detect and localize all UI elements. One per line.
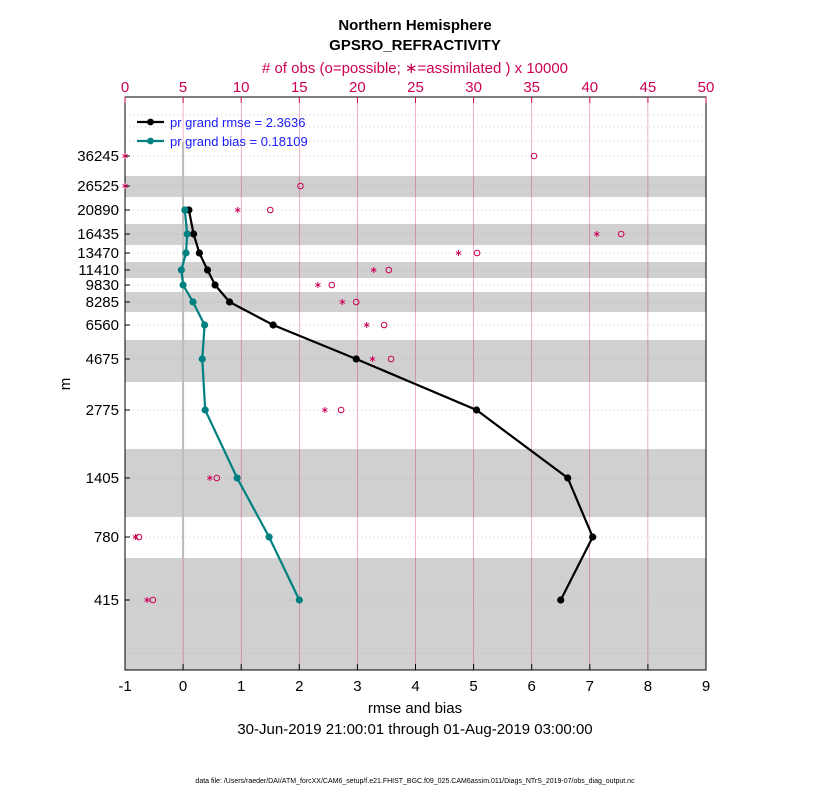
- x-tick-label: 6: [527, 678, 536, 695]
- x-tick-label: 5: [469, 678, 478, 695]
- rmse-point: [589, 533, 596, 540]
- x-tick-label: 9: [701, 678, 711, 695]
- legend: [130, 113, 325, 149]
- y-tick-label: 26525: [77, 178, 119, 195]
- rmse-point: [190, 230, 197, 237]
- legend-marker: [147, 119, 154, 126]
- y-tick-label: 6560: [85, 317, 119, 334]
- y-tick-label: 9830: [85, 277, 119, 294]
- rmse-point: [557, 596, 564, 603]
- rmse-point: [270, 321, 277, 328]
- y-tick-label: 1405: [85, 470, 119, 487]
- x-axis-label: rmse and bias: [367, 700, 463, 717]
- y-tick-label: 36245: [77, 148, 119, 165]
- y-tick-label: 13470: [77, 245, 119, 262]
- data-file-footnote: data file: /Users/raeder/DAI/ATM_forcXX/CAM6_setup/f.e21.FHIST_BGC.f09_025.CAM6assim.011/Diags_NTrS_2019-07/obs_diag_output.nc: [195, 778, 635, 785]
- top-tick-label: 40: [581, 79, 599, 96]
- bias-point: [178, 266, 185, 273]
- rmse-point: [473, 406, 480, 413]
- top-tick-label: 25: [407, 79, 424, 96]
- y-axis-label: m: [57, 377, 74, 391]
- rmse-point: [353, 355, 360, 362]
- assimilated-obs-marker: [315, 282, 320, 288]
- y-tick-label: 415: [93, 592, 119, 609]
- possible-obs-marker: [267, 207, 273, 213]
- y-tick-label: 20890: [77, 202, 119, 219]
- chart-subtitle: GPSRO_REFRACTIVITY: [329, 37, 501, 54]
- x-tick-label: -1: [118, 678, 132, 695]
- y-tick-label: 11410: [78, 262, 119, 279]
- bias-point: [180, 281, 187, 288]
- assimilated-obs-marker: [456, 250, 461, 256]
- top-tick-label: 5: [178, 79, 188, 96]
- bias-point: [182, 249, 189, 256]
- top-axis-label: # of obs (o=possible; ∗=assimilated ) x 10000: [261, 60, 569, 77]
- y-tick-label: 16435: [77, 226, 119, 243]
- assimilated-obs-marker: [235, 207, 240, 213]
- x-tick-label: 7: [585, 678, 594, 695]
- legend-marker: [147, 138, 154, 145]
- top-tick-label: 45: [639, 79, 657, 96]
- top-tick-label: 10: [232, 79, 250, 96]
- possible-obs-marker: [136, 534, 142, 540]
- x-tick-label: 4: [411, 678, 420, 695]
- assimilated-obs-marker: [364, 322, 369, 328]
- possible-obs-marker: [531, 153, 537, 159]
- bias-point: [296, 596, 303, 603]
- assimilated-obs-marker: [322, 407, 327, 413]
- y-tick-label: 8285: [85, 294, 119, 311]
- bias-point: [184, 230, 191, 237]
- legend-entry: pr grand bias = 0.18109: [170, 134, 308, 149]
- bias-point: [199, 355, 206, 362]
- bias-point: [265, 533, 272, 540]
- rmse-point: [196, 249, 203, 256]
- bias-point: [201, 321, 208, 328]
- bias-point: [202, 406, 209, 413]
- x-tick-label: 3: [353, 678, 362, 695]
- top-tick-label: 15: [290, 79, 308, 96]
- possible-obs-marker: [381, 322, 387, 328]
- top-tick-label: 20: [349, 79, 366, 96]
- x-tick-label: 2: [295, 678, 304, 695]
- bias-point: [181, 206, 188, 213]
- y-tick-label: 4675: [85, 351, 119, 368]
- top-tick-label: 0: [120, 79, 130, 96]
- x-tick-label: 1: [237, 678, 246, 695]
- bias-point: [189, 298, 196, 305]
- chart-title: Northern Hemisphere: [338, 17, 492, 34]
- top-tick-label: 35: [523, 79, 541, 96]
- y-tick-label: 780: [93, 529, 119, 546]
- y-tick-label: 2775: [85, 402, 119, 419]
- x-tick-label: 8: [643, 678, 653, 695]
- top-tick-label: 50: [697, 79, 715, 96]
- rmse-point: [226, 298, 233, 305]
- rmse-point: [204, 266, 211, 273]
- top-tick-label: 30: [465, 79, 482, 96]
- bias-point: [234, 474, 241, 481]
- rmse-point: [211, 281, 218, 288]
- legend-entry: pr grand rmse = 2.3636: [170, 115, 306, 130]
- rmse-point: [564, 474, 571, 481]
- date-range: 30-Jun-2019 21:00:01 through 01-Aug-2019 03:00:00: [237, 721, 593, 738]
- x-tick-label: 0: [178, 678, 188, 695]
